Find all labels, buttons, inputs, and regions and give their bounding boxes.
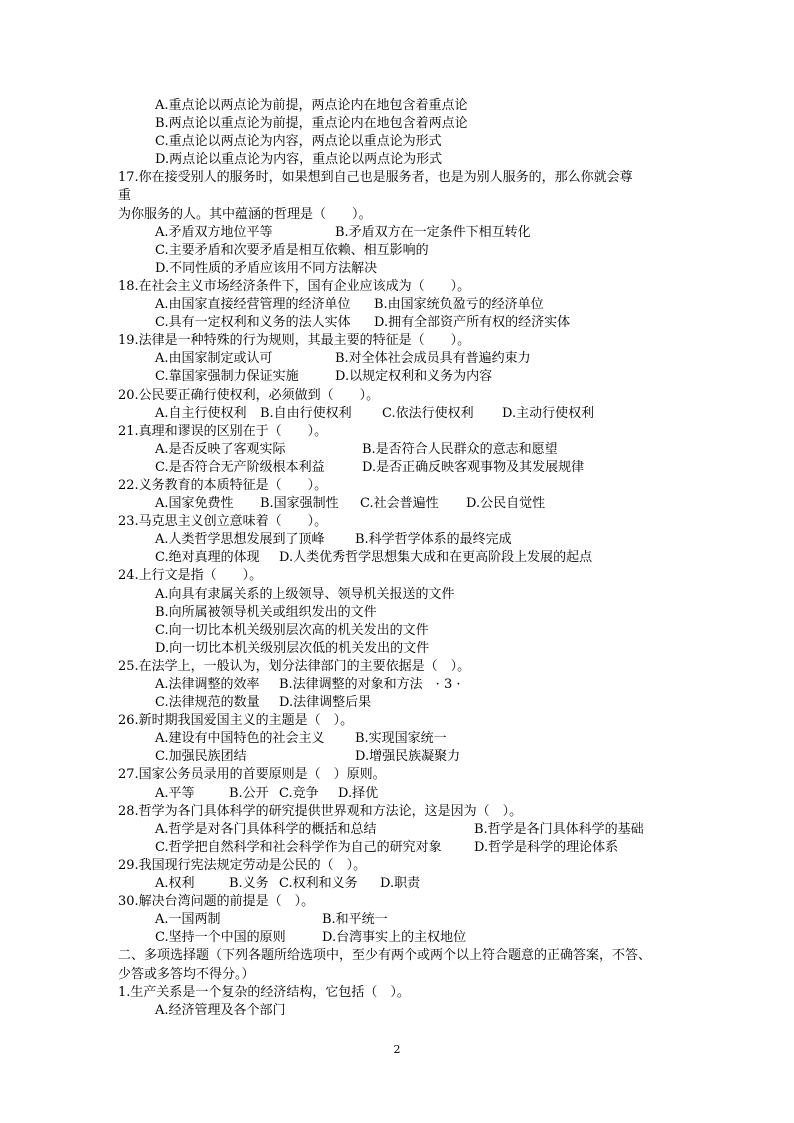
question-line bbox=[118, 423, 688, 441]
question-line bbox=[118, 857, 688, 875]
question-text: 17.你在接受别人的服务时，如果想到自己也是服务者，也是为别人服务的，那么你就会尊 bbox=[118, 170, 633, 186]
option-text: C.竞争 bbox=[279, 785, 319, 801]
option-line bbox=[118, 495, 688, 513]
question-text: 21.真理和谬误的区别在于（ ）。 bbox=[118, 423, 328, 439]
option-line bbox=[118, 314, 688, 332]
question-text: 29.我国现行宪法规定劳动是公民的（ ）。 bbox=[118, 857, 367, 873]
question-line bbox=[118, 803, 688, 821]
option-line bbox=[118, 549, 688, 567]
option-line bbox=[118, 622, 688, 640]
option-text: D.择优 bbox=[338, 785, 379, 801]
question-text: 18.在社会主义市场经济条件下，国有企业应该成为（ ）。 bbox=[118, 278, 471, 294]
question-text: 为你服务的人。其中蕴涵的哲理是（ ）。 bbox=[118, 206, 372, 222]
option-line bbox=[118, 821, 688, 839]
option-text: C.靠国家强制力保证实施 bbox=[155, 369, 299, 385]
question-list bbox=[118, 97, 688, 1020]
page-number: 2 bbox=[393, 1043, 401, 1056]
question-line bbox=[118, 712, 688, 730]
option-line bbox=[118, 586, 688, 604]
option-line bbox=[118, 350, 688, 368]
option-line bbox=[118, 151, 688, 169]
option-text: A.向具有隶属关系的上级领导、领导机关报送的文件 bbox=[155, 586, 455, 602]
question-line bbox=[118, 766, 688, 784]
option-text: C.社会普遍性 bbox=[360, 496, 439, 512]
option-text: A.建设有中国特色的社会主义 bbox=[155, 731, 325, 747]
option-text: A.哲学是对各门具体科学的概括和总结 bbox=[155, 821, 377, 837]
option-text: B.两点论以重点论为前提，重点论内在地包含着两点论 bbox=[155, 116, 468, 132]
option-text: A.一国两制 bbox=[155, 912, 221, 928]
option-line bbox=[118, 242, 688, 260]
question-line bbox=[118, 658, 688, 676]
question-line bbox=[118, 387, 688, 405]
option-line bbox=[118, 730, 688, 748]
option-text: B.由国家统负盈亏的经济单位 bbox=[374, 297, 544, 313]
option-text: A.平等 bbox=[155, 785, 195, 801]
option-text: D.拥有全部资产所有权的经济实体 bbox=[374, 315, 571, 331]
question-text: 25.在法学上，一般认为，划分法律部门的主要依据是（ ）。 bbox=[118, 658, 471, 674]
option-text: D.两点论以重点论为内容，重点论以两点论为形式 bbox=[155, 152, 443, 168]
option-text: B.对全体社会成员具有普遍约束力 bbox=[335, 351, 531, 367]
option-text: B.矛盾双方在一定条件下相互转化 bbox=[335, 224, 531, 240]
option-text: A.自主行使权利 bbox=[155, 405, 247, 421]
option-text: B.法律调整的对象和方法 · 3 · bbox=[279, 677, 461, 692]
question-line bbox=[118, 169, 688, 187]
option-text: D.以规定权利和义务为内容 bbox=[335, 369, 493, 385]
question-line bbox=[118, 567, 688, 585]
question-line bbox=[118, 332, 688, 350]
option-line bbox=[118, 224, 688, 242]
question-text: 26.新时期我国爱国主义的主题是（ ）。 bbox=[118, 713, 354, 729]
option-text: A.经济管理及各个部门 bbox=[155, 1002, 286, 1018]
option-line bbox=[118, 694, 688, 712]
option-line bbox=[118, 459, 688, 477]
question-text: 20.公民要正确行使权利，必须做到（ ）。 bbox=[118, 387, 380, 403]
option-text: C.向一切比本机关级别层次高的机关发出的文件 bbox=[155, 622, 429, 638]
option-text: C.主要矛盾和次要矛盾是相互依赖、相互影响的 bbox=[155, 242, 429, 258]
question-text: 19.法律是一种特殊的行为规则，其最主要的特征是（ ）。 bbox=[118, 333, 471, 349]
option-text: C.加强民族团结 bbox=[155, 749, 247, 765]
option-line bbox=[118, 133, 688, 151]
option-text: C.法律规范的数量 bbox=[155, 695, 260, 711]
option-text: D.不同性质的矛盾应该用不同方法解决 bbox=[155, 260, 378, 276]
option-text: B.和平统一 bbox=[322, 912, 388, 928]
option-text: C.哲学把自然科学和社会科学作为自己的研究对象 bbox=[155, 839, 442, 855]
option-text: A.重点论以两点论为前提，两点论内在地包含着重点论 bbox=[155, 98, 468, 113]
option-text: D.主动行使权利 bbox=[502, 405, 595, 421]
option-text: A.是否反映了客观实际 bbox=[155, 441, 286, 457]
option-text: C.绝对真理的体现 bbox=[155, 550, 260, 566]
option-text: B.科学哲学体系的最终完成 bbox=[355, 532, 512, 548]
option-text: B.哲学是各门具体科学的基础 bbox=[474, 821, 644, 837]
question-line bbox=[118, 187, 688, 205]
option-text: D.向一切比本机关级别层次低的机关发出的文件 bbox=[155, 640, 430, 656]
option-line bbox=[118, 785, 688, 803]
question-text: 1.生产关系是一个复杂的经济结构，它包括（ ）。 bbox=[118, 984, 410, 1000]
question-line bbox=[118, 206, 688, 224]
option-line bbox=[118, 97, 688, 115]
option-line bbox=[118, 875, 688, 893]
option-line bbox=[118, 441, 688, 459]
question-text: 23.马克思主义创立意味着（ ）。 bbox=[118, 514, 328, 530]
question-line bbox=[118, 893, 688, 911]
option-text: D.增强民族凝聚力 bbox=[355, 749, 461, 765]
option-line bbox=[118, 368, 688, 386]
question-text: 二、多项选择题（下列各题所给选项中，至少有两个或两个以上符合题意的正确答案，不答、 bbox=[118, 948, 652, 964]
option-text: B.公开 bbox=[229, 785, 269, 801]
option-text: A.权利 bbox=[155, 876, 195, 892]
option-text: A.国家免费性 bbox=[155, 496, 234, 512]
option-line bbox=[118, 676, 688, 694]
option-text: D.公民自觉性 bbox=[466, 496, 546, 512]
option-text: D.哲学是科学的理论体系 bbox=[474, 839, 619, 855]
option-text: A.由国家直接经营管理的经济单位 bbox=[155, 297, 351, 313]
option-text: C.依法行使权利 bbox=[382, 405, 474, 421]
option-line bbox=[118, 531, 688, 549]
option-line bbox=[118, 640, 688, 658]
question-text: 22.义务教育的本质特征是（ ）。 bbox=[118, 477, 328, 493]
question-text: 27.国家公务员录用的首要原则是（ ）原则。 bbox=[118, 767, 386, 783]
option-line bbox=[118, 405, 688, 423]
option-text: C.坚持一个中国的原则 bbox=[155, 930, 286, 946]
option-text: C.重点论以两点论为内容，两点论以重点论为形式 bbox=[155, 134, 442, 150]
option-text: D.台湾事实上的主权地位 bbox=[322, 930, 467, 946]
option-line bbox=[118, 911, 688, 929]
option-text: A.由国家制定或认可 bbox=[155, 351, 273, 367]
option-line bbox=[118, 1002, 688, 1020]
option-text: D.职责 bbox=[380, 876, 421, 892]
option-line bbox=[118, 929, 688, 947]
option-text: B.是否符合人民群众的意志和愿望 bbox=[362, 441, 558, 457]
question-line bbox=[118, 947, 688, 965]
option-text: D.人类优秀哲学思想集大成和在更高阶段上发展的起点 bbox=[279, 550, 593, 566]
option-text: D.是否正确反映客观事物及其发展规律 bbox=[362, 459, 585, 475]
option-line bbox=[118, 115, 688, 133]
option-text: D.法律调整后果 bbox=[279, 695, 372, 711]
option-text: C.权利和义务 bbox=[279, 876, 358, 892]
question-line bbox=[118, 278, 688, 296]
question-text: 24.上行文是指（ ）。 bbox=[118, 568, 263, 584]
option-text: A.人类哲学思想发展到了顶峰 bbox=[155, 532, 325, 548]
option-text: B.向所属被领导机关或组织发出的文件 bbox=[155, 604, 377, 620]
option-line bbox=[118, 296, 688, 314]
option-text: C.是否符合无产阶级根本利益 bbox=[155, 459, 325, 475]
question-line bbox=[118, 966, 688, 984]
option-text: B.国家强制性 bbox=[260, 496, 339, 512]
option-line bbox=[118, 604, 688, 622]
question-line bbox=[118, 477, 688, 495]
option-text: A.矛盾双方地位平等 bbox=[155, 224, 273, 240]
question-text: 30.解决台湾问题的前提是（ ）。 bbox=[118, 894, 315, 910]
option-line bbox=[118, 260, 688, 278]
question-text: 28.哲学为各门具体科学的研究提供世界观和方法论，这是因为（ ）。 bbox=[118, 803, 523, 819]
question-text: 少答或多答均不得分。） bbox=[118, 966, 255, 982]
question-text: 重 bbox=[118, 188, 132, 204]
option-text: C.具有一定权利和义务的法人实体 bbox=[155, 315, 351, 331]
option-text: A.法律调整的效率 bbox=[155, 677, 260, 692]
question-line bbox=[118, 984, 688, 1002]
option-line bbox=[118, 748, 688, 766]
question-line bbox=[118, 513, 688, 531]
option-text: B.自由行使权利 bbox=[260, 405, 352, 421]
option-line bbox=[118, 839, 688, 857]
option-text: B.实现国家统一 bbox=[355, 731, 447, 747]
option-text: B.义务 bbox=[229, 876, 269, 892]
